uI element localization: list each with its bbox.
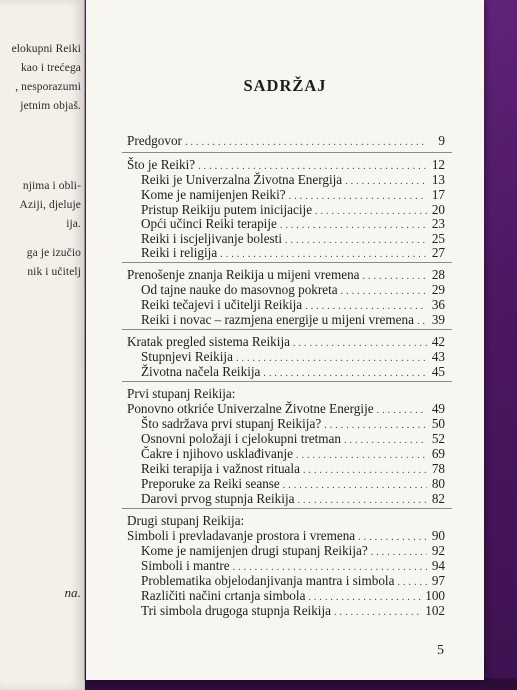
toc-page-number: 97 <box>431 573 445 588</box>
toc-entry-label: Što sadržava prvi stupanj Reikija? <box>141 416 322 431</box>
toc-entry-label: Predgovor <box>127 133 182 148</box>
toc-page-number: 12 <box>431 157 445 172</box>
left-page-line: nik i učitelj <box>27 266 81 278</box>
toc-entry-label: Stupnjevi Reikija <box>141 349 233 364</box>
toc-leader <box>334 605 421 620</box>
page-title: SADRŽAJ <box>243 76 327 95</box>
toc-entry-label: Simboli i prevladavanje prostora i vremena <box>127 528 356 543</box>
toc-page-number: 29 <box>431 282 445 297</box>
toc-page-number: 80 <box>431 476 445 491</box>
toc-entry <box>141 364 445 381</box>
toc-page-number: 102 <box>425 603 445 618</box>
toc-entry-label: Osnovni položaji i cjelokupni tretman <box>141 431 341 446</box>
toc-leader <box>220 247 427 262</box>
toc-entry <box>141 603 445 620</box>
toc-page-number: 20 <box>431 202 445 217</box>
left-page-line: ga je izučio <box>26 247 81 259</box>
toc-page-number: 50 <box>431 416 445 431</box>
toc-entry-label: Opći učinci Reiki terapije <box>141 216 277 231</box>
toc-entry-label: Od tajne nauke do masovnog pokreta <box>141 282 338 297</box>
toc-leader <box>263 366 427 381</box>
toc-section-heading: Drugi stupanj Reikija: <box>127 513 245 528</box>
toc-entry-label: Simboli i mantre <box>141 558 230 573</box>
toc-page-number: 82 <box>431 491 445 506</box>
toc-page-number: 28 <box>431 267 445 282</box>
left-page-line: kao i trećega <box>20 62 81 74</box>
toc-page-number: 27 <box>431 245 445 260</box>
toc-entry-label: Reiki terapija i važnost rituala <box>141 461 300 476</box>
toc-page-number: 92 <box>431 543 445 558</box>
left-page <box>0 0 85 690</box>
left-page-line: na. <box>64 585 81 600</box>
toc-page-number: 52 <box>431 431 445 446</box>
toc-entry-label: Kome je namijenjen drugi stupanj Reikija? <box>141 543 368 558</box>
toc-page-number: 42 <box>431 334 445 349</box>
toc-page-number: 23 <box>431 216 445 231</box>
toc-entry-label: Različiti načini crtanja simbola <box>141 588 306 603</box>
toc-entry-label: Prenošenje znanja Reikija u mijeni vremena <box>127 267 360 282</box>
toc-page-number: 17 <box>431 187 445 202</box>
toc-entry-label: Reiki i religija <box>141 245 218 260</box>
toc-leader <box>185 135 427 150</box>
left-page-line: jetnim objaš. <box>20 100 81 112</box>
toc-entry <box>127 133 445 150</box>
toc-page-number: 69 <box>431 446 445 461</box>
toc-entry-label: Preporuke za Reiki seanse <box>141 476 280 491</box>
toc-entry-label: Darovi prvog stupnja Reikija <box>141 491 295 506</box>
toc-entry-label: Reiki i novac – razmjena energije u mijeni vremena <box>141 312 414 327</box>
toc-entry-label: Reiki tečajevi i učitelji Reikija <box>141 297 303 312</box>
divider <box>122 508 452 509</box>
divider <box>122 381 452 382</box>
toc-page-number: 78 <box>431 461 445 476</box>
left-page-line: elokupni Reiki <box>11 43 81 55</box>
contents-page <box>86 0 484 680</box>
toc-entry-label: Ponovno otkriće Univerzalne Životne Energije <box>127 401 374 416</box>
toc-entry-label: Kome je namijenjen Reiki? <box>141 187 286 202</box>
toc-page-number: 100 <box>425 588 445 603</box>
toc-page-number: 9 <box>438 133 445 148</box>
toc-page-number: 13 <box>431 172 445 187</box>
toc-entry-label: Kratak pregled sistema Reikija <box>127 334 290 349</box>
left-page-line: , nesporazumi <box>15 81 81 93</box>
toc-page-number: 39 <box>431 312 445 327</box>
toc-page-number: 45 <box>431 364 445 379</box>
toc-leader <box>297 493 427 508</box>
divider <box>122 262 452 263</box>
toc-entry <box>141 245 445 262</box>
toc-entry-label: Problematika objelodanjivanja mantra i simbola <box>141 573 395 588</box>
toc-section-heading: Prvi stupanj Reikija: <box>127 386 236 401</box>
left-page-line: njima i obli- <box>22 180 81 192</box>
toc-entry <box>141 491 445 508</box>
toc-page-number: 90 <box>431 528 445 543</box>
divider <box>122 329 452 330</box>
toc-leader <box>417 314 427 329</box>
page-number: 5 <box>437 643 444 658</box>
toc-entry-label: Pristup Reikiju putem inicijacije <box>141 202 313 217</box>
toc-page-number: 43 <box>431 349 445 364</box>
toc-entry-label: Što je Reiki? <box>127 157 196 172</box>
toc-entry-label: Tri simbola drugoga stupnja Reikija <box>141 603 331 618</box>
toc-page-number: 94 <box>431 558 445 573</box>
left-page-line: Aziji, djeluje <box>19 199 81 211</box>
toc-page-number: 25 <box>431 231 445 246</box>
toc-entry-label: Životna načela Reikija <box>141 364 261 379</box>
divider <box>122 152 452 153</box>
toc-page-number: 36 <box>431 297 445 312</box>
table-of-contents <box>86 0 484 680</box>
toc-entry <box>141 312 445 329</box>
toc-entry-label: Reiki je Univerzalna Životna Energija <box>141 172 343 187</box>
toc-page-number: 49 <box>431 401 445 416</box>
left-page-line: ija. <box>66 218 81 230</box>
toc-entry-label: Reiki i iscjeljivanje bolesti <box>141 231 283 246</box>
toc-entry-label: Čakre i njihovo usklađivanje <box>141 446 293 461</box>
